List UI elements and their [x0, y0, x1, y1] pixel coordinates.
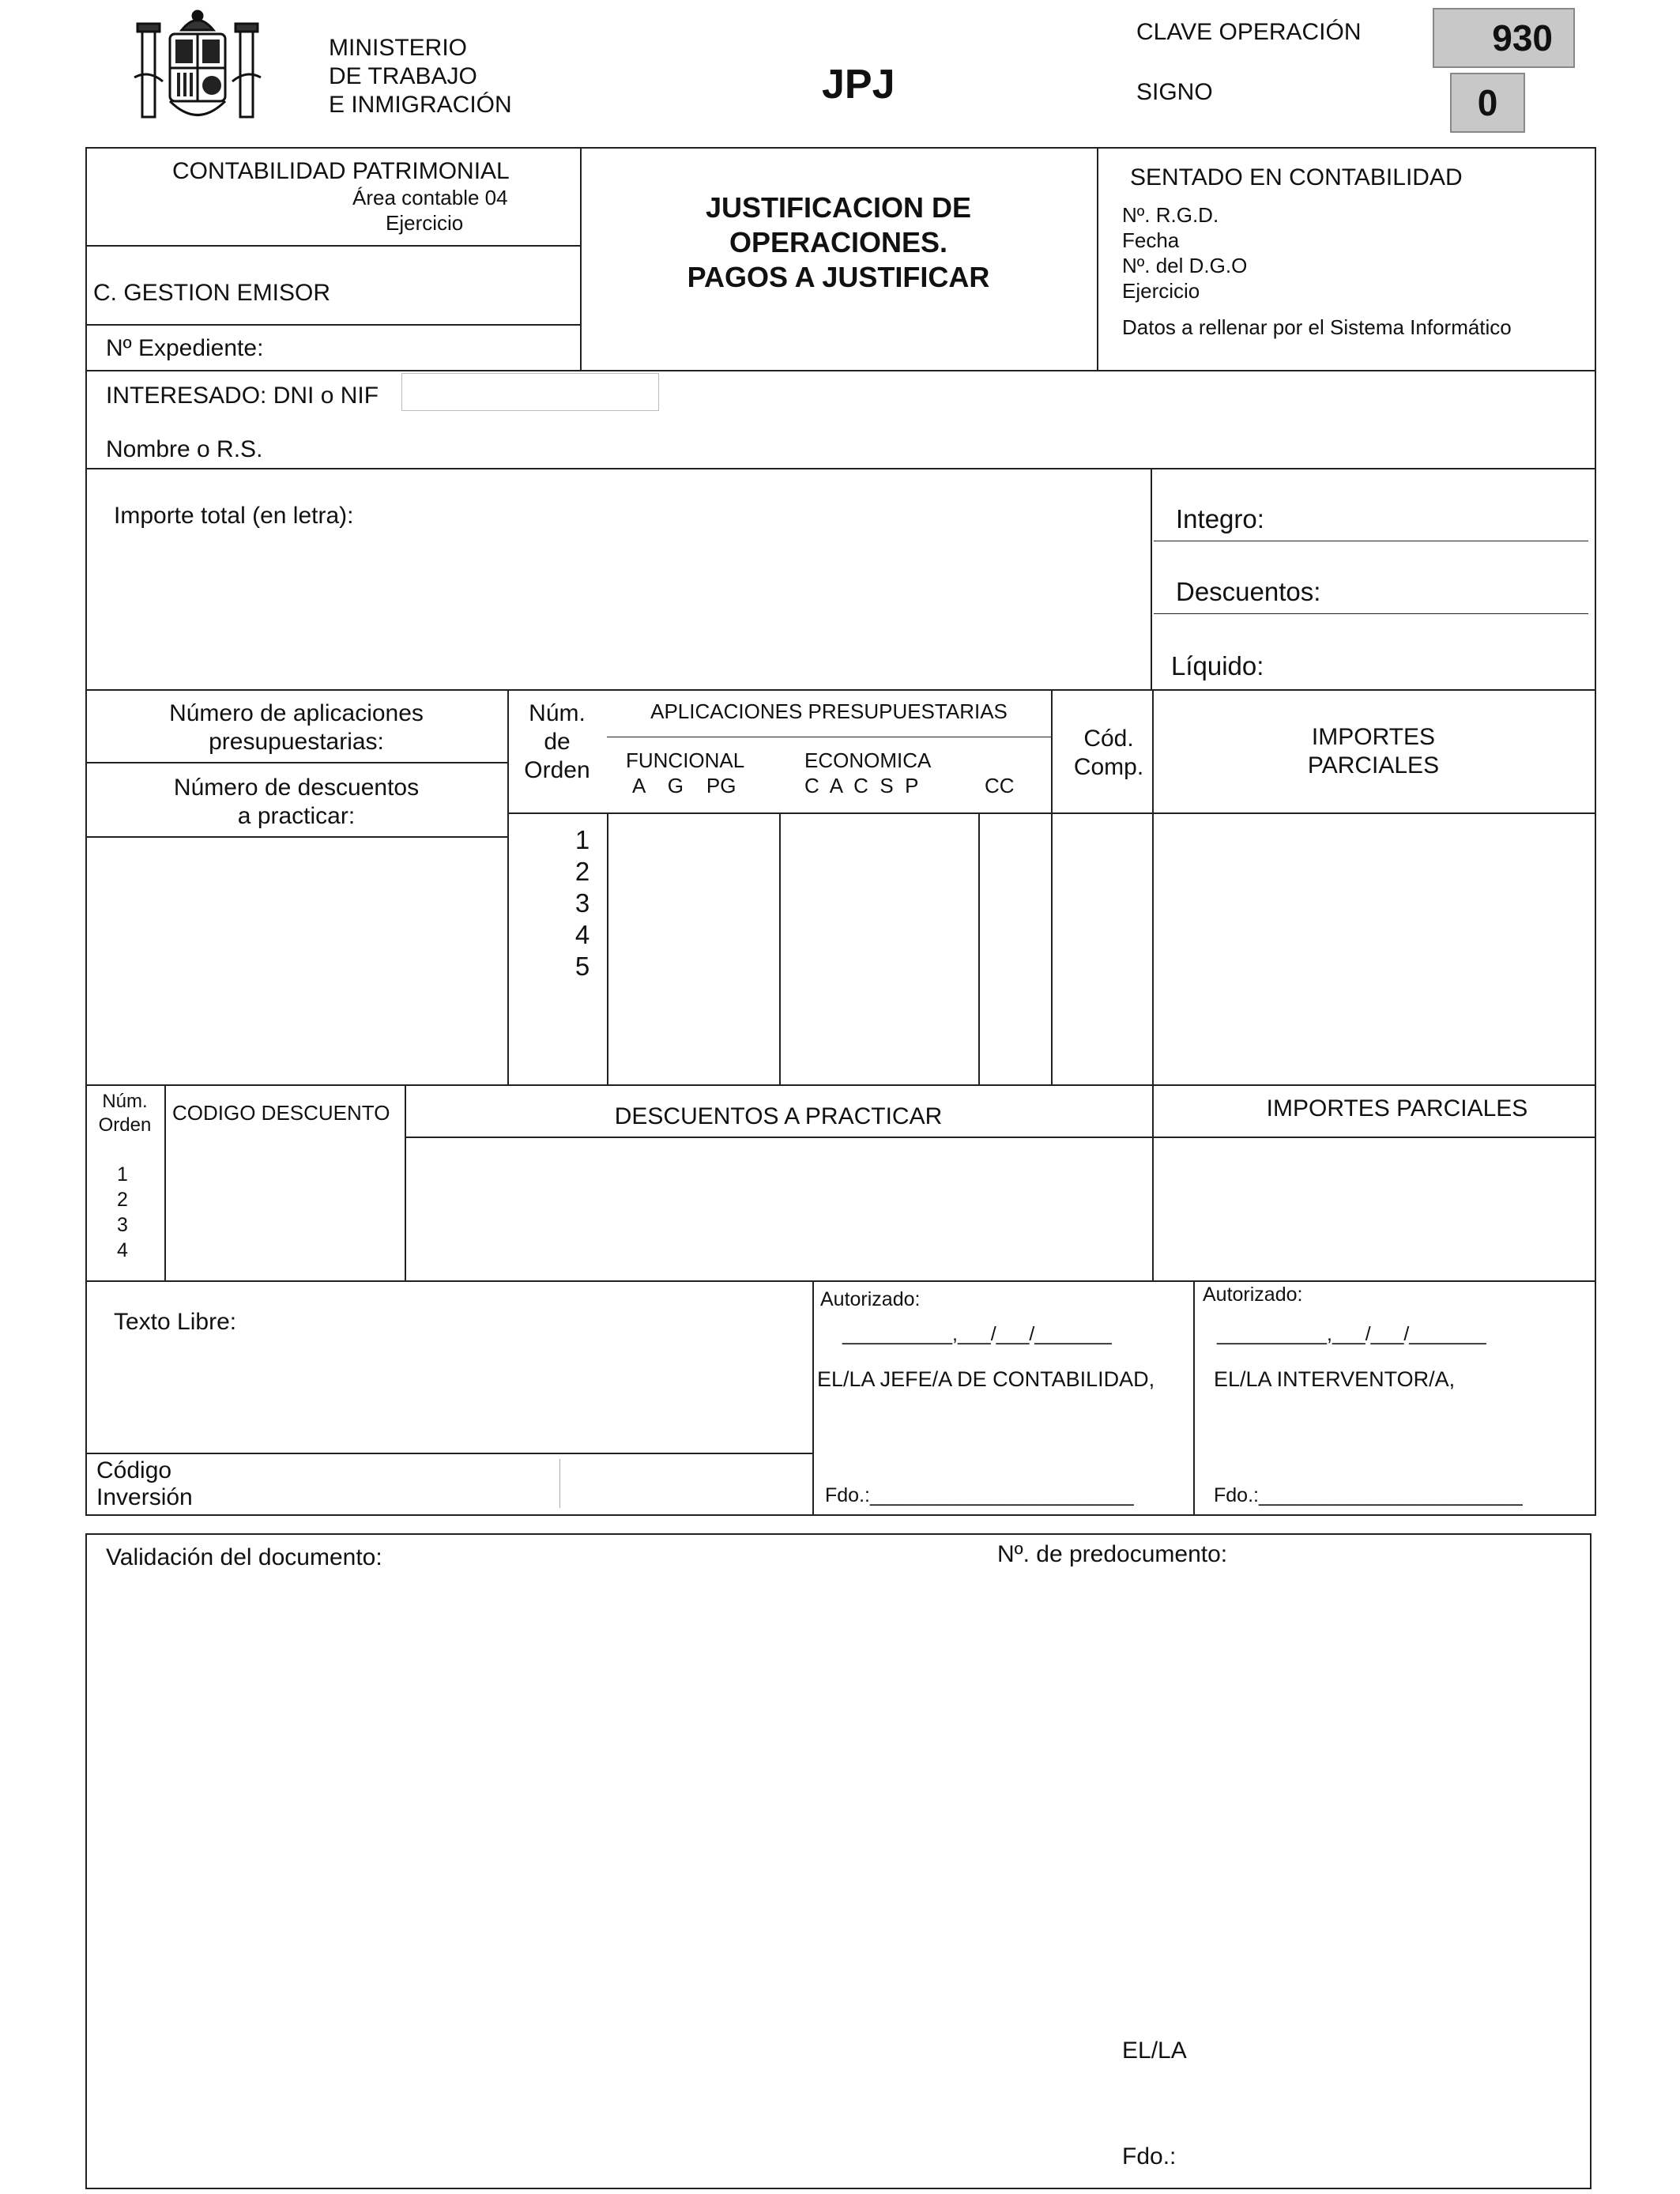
desc-num-orden-line-2: Orden [98, 1114, 152, 1136]
nombre-label: Nombre o R.S. [106, 436, 263, 462]
expediente-label: Nº Expediente: [106, 335, 264, 361]
num-descuentos-line-2: a practicar: [237, 803, 356, 829]
validacion-label: Validación del documento: [106, 1544, 382, 1570]
area-contable: Área contable 04 [352, 186, 508, 209]
jefe-contabilidad-label: EL/LA JEFE/A DE CONTABILIDAD, [817, 1367, 1155, 1391]
economica-sub: C A C S P [804, 774, 919, 797]
ejercicio-label: Ejercicio [386, 211, 464, 235]
sentado-label: SENTADO EN CONTABILIDAD [1130, 164, 1463, 190]
form-title-line-3: PAGOS A JUSTIFICAR [687, 261, 990, 293]
aplicaciones-header: APLICACIONES PRESUPUESTARIAS [650, 699, 1008, 723]
liquido-label: Líquido: [1171, 651, 1264, 680]
codigo-inversion-line-1: Código [96, 1457, 172, 1483]
coat-of-arms-icon [126, 6, 269, 133]
sentado-dgo: Nº. del D.G.O [1122, 254, 1248, 277]
codigo-inversion-line-2: Inversión [96, 1484, 193, 1510]
desc-row-1: 1 [117, 1163, 128, 1186]
gestion-emisor-label: C. GESTION EMISOR [93, 280, 331, 306]
cod-comp-line-1: Cód. [1083, 726, 1134, 752]
signo-label: SIGNO [1136, 79, 1213, 105]
desc-importes-label: IMPORTES PARCIALES [1266, 1095, 1528, 1122]
dni-nif-field[interactable] [401, 373, 659, 411]
dni-nif-label: INTERESADO: DNI o NIF [106, 383, 379, 409]
cc-label: CC [985, 774, 1015, 797]
desc-row-3: 3 [117, 1214, 128, 1236]
orden-row-1: 1 [574, 825, 590, 854]
num-orden-line-2: de [544, 729, 571, 755]
predocumento-label: Nº. de predocumento: [997, 1541, 1228, 1567]
num-orden-line-3: Orden [524, 757, 590, 783]
form-title-line-2: OPERACIONES. [729, 226, 948, 258]
integro-label: Integro: [1176, 504, 1264, 533]
orden-row-2: 2 [574, 857, 590, 886]
cod-comp-line-2: Comp. [1073, 754, 1144, 780]
autorizado-interventor-label: Autorizado: [1203, 1284, 1303, 1306]
fdo-interventor-line[interactable]: Fdo.:________________________ [1214, 1484, 1523, 1506]
signo-value: 0 [1450, 73, 1525, 133]
descuentos-practicar-label: DESCUENTOS A PRACTICAR [614, 1103, 943, 1129]
ministry-line-1: MINISTERIO [329, 35, 468, 61]
sentado-fecha: Fecha [1122, 228, 1180, 252]
validacion-ella: EL/LA [1122, 2038, 1187, 2064]
orden-row-3: 3 [574, 888, 590, 918]
num-descuentos-line-1: Número de descuentos [173, 775, 420, 801]
autorizado-jefe-label: Autorizado: [820, 1288, 921, 1310]
importes-parciales-line-2: PARCIALES [1307, 752, 1440, 778]
orden-row-5: 5 [574, 952, 590, 981]
fecha-interventor-line[interactable]: __________,___/___/_______ [1217, 1323, 1486, 1345]
num-aplicaciones-line-2: presupuestarias: [209, 729, 384, 755]
orden-row-4: 4 [574, 920, 590, 949]
fecha-jefe-line[interactable]: __________,___/___/_______ [842, 1323, 1112, 1345]
validacion-fdo: Fdo.: [1122, 2143, 1177, 2169]
interventor-label: EL/LA INTERVENTOR/A, [1214, 1367, 1456, 1391]
desc-row-4: 4 [117, 1239, 128, 1261]
ministry-line-3: E INMIGRACIÓN [329, 92, 512, 118]
num-orden-line-1: Núm. [529, 700, 586, 726]
sentado-note: Datos a rellenar por el Sistema Informático [1122, 315, 1512, 339]
codigo-descuento-label: CODIGO DESCUENTO [172, 1101, 390, 1125]
desc-num-orden-line-1: Núm. [102, 1091, 148, 1112]
texto-libre-label: Texto Libre: [114, 1309, 237, 1335]
descuentos-label: Descuentos: [1176, 577, 1321, 606]
num-aplicaciones-line-1: Número de aplicaciones [169, 700, 424, 726]
ministry-line-2: DE TRABAJO [329, 63, 477, 89]
funcional-sub: A G PG [632, 774, 736, 797]
sentado-ejercicio: Ejercicio [1122, 279, 1200, 303]
economica-label: ECONOMICA [804, 748, 932, 772]
desc-row-2: 2 [117, 1189, 128, 1211]
contabilidad-patrimonial: CONTABILIDAD PATRIMONIAL [172, 158, 510, 184]
clave-operacion-label: CLAVE OPERACIÓN [1136, 19, 1362, 45]
importes-parciales-line-1: IMPORTES [1311, 724, 1436, 750]
validacion-box [85, 1533, 1591, 2189]
funcional-label: FUNCIONAL [626, 748, 745, 772]
importe-total-label: Importe total (en letra): [114, 503, 354, 529]
sentado-rgd: Nº. R.G.D. [1122, 203, 1219, 227]
fdo-jefe-line[interactable]: Fdo.:________________________ [825, 1484, 1134, 1506]
form-code: JPJ [822, 62, 895, 107]
clave-operacion-value: 930 [1433, 8, 1575, 68]
form-title-line-1: JUSTIFICACION DE [705, 191, 972, 224]
